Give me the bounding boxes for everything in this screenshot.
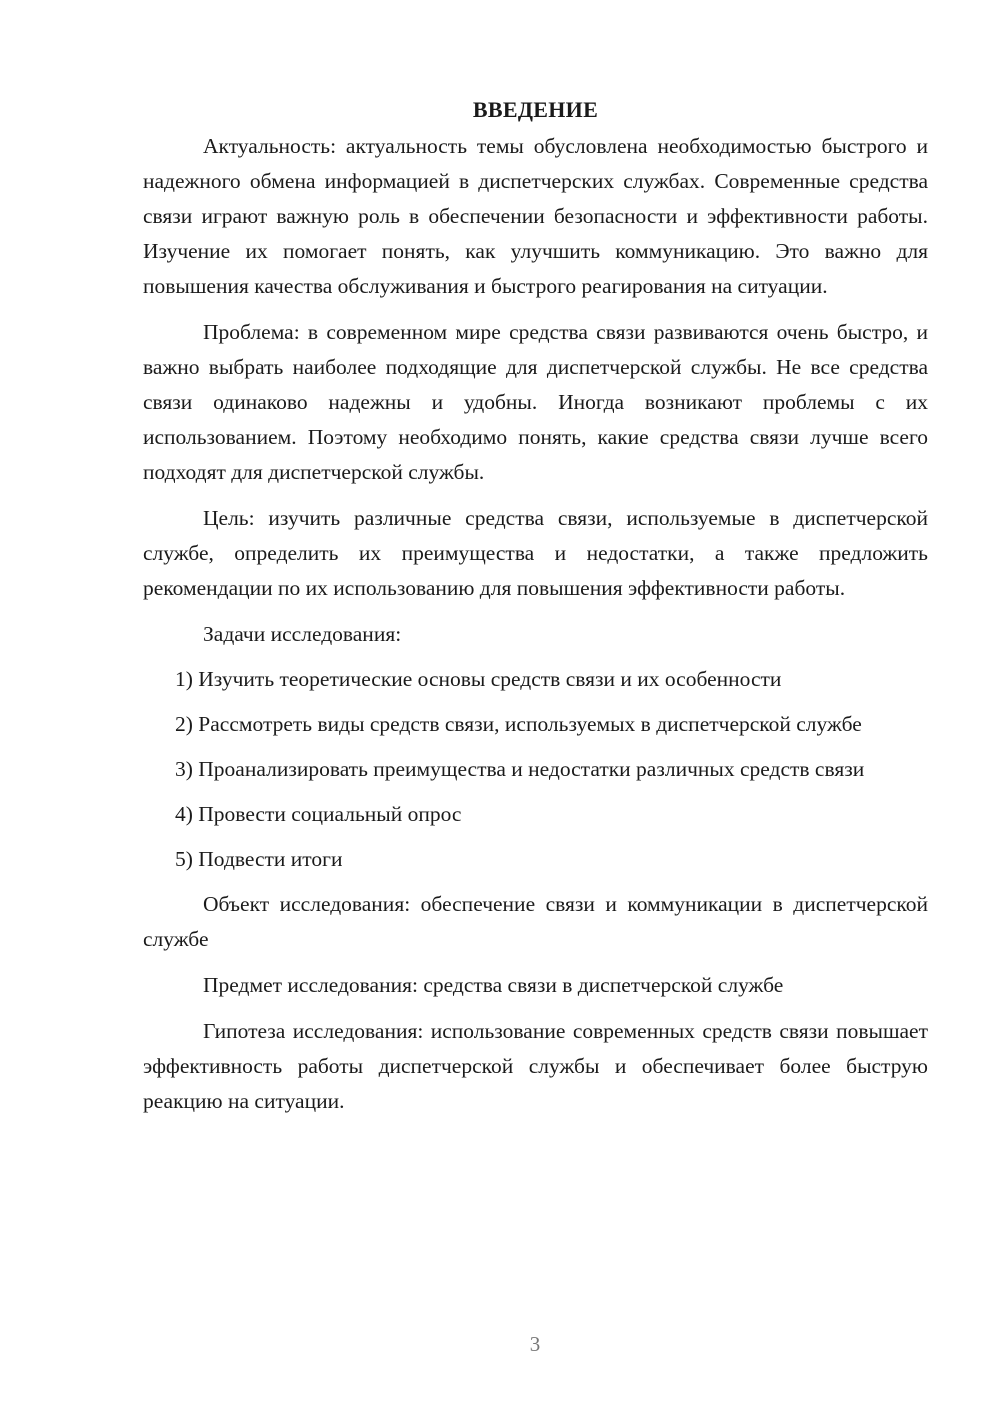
document-page — [143, 92, 928, 1130]
object-paragraph: Объект исследования: обеспечение связи и коммуникации в диспетчерской службе — [143, 892, 928, 951]
relevance-paragraph: Актуальность: актуальность темы обусловлена необходимостью быстрого и надежного обмена информацией в диспетчерских службах. Современные средства связи играют важную роль в обеспечении безопасности и эффективности работы. Изучение их помогает понять, как улучшить коммуникацию. Это важно для повышения качества обслуживания и быстрого реагирования на ситуации. — [143, 134, 928, 298]
page-number: 3 — [529, 1332, 541, 1356]
task-item: 2) Рассмотреть виды средств связи, используемых в диспетчерской службе — [175, 712, 862, 736]
task-item: 4) Провести социальный опрос — [175, 802, 462, 826]
task-item: 3) Проанализировать преимущества и недостатки различных средств связи — [175, 757, 865, 781]
hypothesis-paragraph: Гипотеза исследования: использование современных средств связи повышает эффективность работы диспетчерской службы и обеспечивает более быструю реакцию на ситуации. — [143, 1019, 928, 1113]
problem-paragraph: Проблема: в современном мире средства связи развиваются очень быстро, и важно выбрать наиболее подходящие для диспетчерской службы. Не все средства связи одинаково надежны и удобны. Иногда возникают проблемы с их использованием. Поэтому необходимо понять, какие средства связи лучше всего подходят для диспетчерской службы. — [143, 320, 928, 484]
goal-paragraph: Цель: изучить различные средства связи, используемые в диспетчерской службе, определить их преимущества и недостатки, а также предложить рекомендации по их использованию для повышения эффективности работы. — [143, 506, 928, 600]
task-item: 1) Изучить теоретические основы средств связи и их особенности — [175, 667, 782, 691]
tasks-list — [143, 662, 928, 877]
tasks-heading: Задачи исследования: — [203, 622, 402, 646]
task-item: 5) Подвести итоги — [175, 847, 343, 871]
page-title: ВВЕДЕНИЕ — [472, 97, 599, 122]
subject-paragraph: Предмет исследования: средства связи в диспетчерской службе — [203, 973, 784, 997]
